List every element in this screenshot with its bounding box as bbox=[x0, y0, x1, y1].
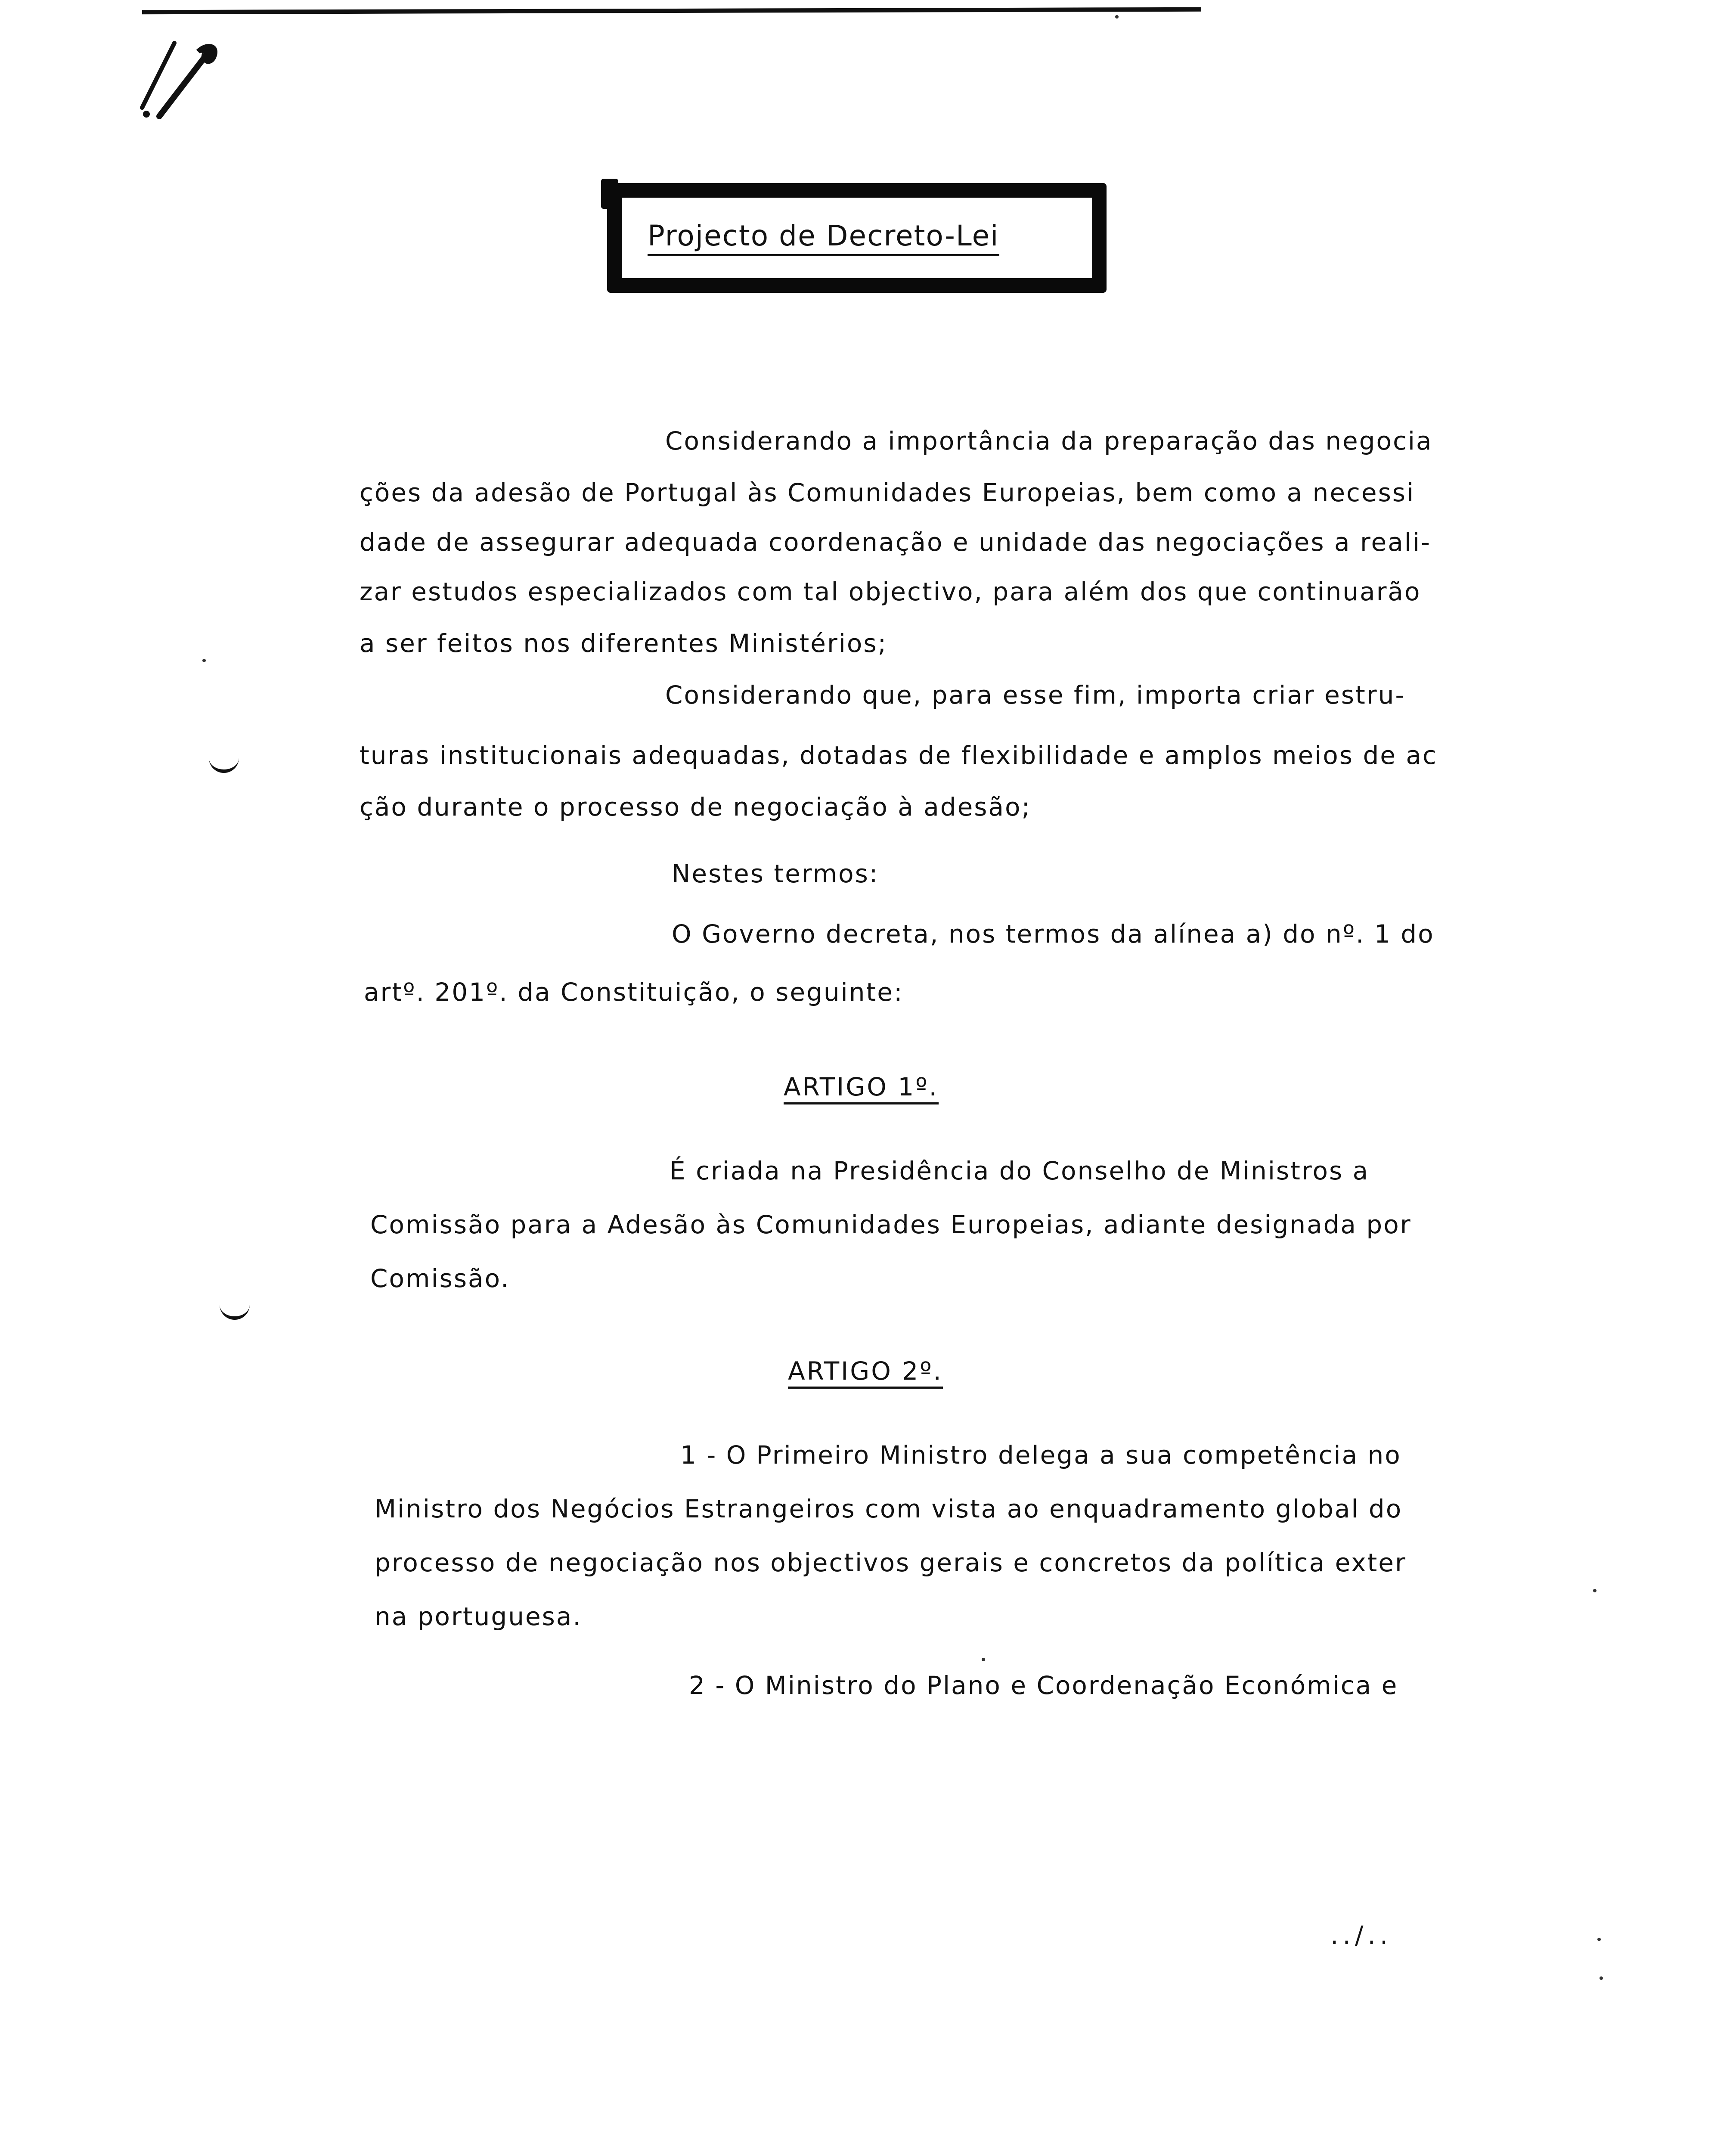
paragraph-line: dade de assegurar adequada coordenação e unidade das negociações a reali- bbox=[360, 527, 1431, 557]
paragraph-line: Considerando que, para esse fim, importa criar estru- bbox=[665, 680, 1406, 710]
paragraph-line: ção durante o processo de negociação à adesão; bbox=[360, 792, 1032, 822]
scan-speck bbox=[1593, 1589, 1596, 1592]
article-2-line: na portuguesa. bbox=[375, 1602, 582, 1631]
paragraph-line: Considerando a importância da preparação das negocia bbox=[665, 426, 1433, 456]
top-rule bbox=[142, 7, 1201, 14]
article-2-line: Ministro dos Negócios Estrangeiros com vista ao enquadramento global do bbox=[375, 1494, 1403, 1523]
scan-speck bbox=[1597, 1938, 1601, 1941]
margin-tick-mark bbox=[209, 756, 239, 773]
paragraph-line: zar estudos especializados com tal objectivo, para além dos que continuarão bbox=[360, 577, 1421, 606]
title-box bbox=[607, 183, 1107, 293]
article-2-line: 1 - O Primeiro Ministro delega a sua competência no bbox=[680, 1440, 1401, 1470]
paragraph-line: artº. 201º. da Constituição, o seguinte: bbox=[364, 977, 904, 1007]
paragraph-line: Nestes termos: bbox=[672, 859, 879, 888]
paragraph-line: a ser feitos nos diferentes Ministérios; bbox=[360, 629, 888, 658]
document-title: Projecto de Decreto-Lei bbox=[648, 219, 999, 256]
article-2-line: processo de negociação nos objectivos gerais e concretos da política exter bbox=[375, 1548, 1407, 1577]
paragraph-line: turas institucionais adequadas, dotadas de flexibilidade e amplos meios de ac bbox=[360, 741, 1438, 770]
paragraph-line: O Governo decreta, nos termos da alínea a) do nº. 1 do bbox=[672, 919, 1435, 949]
handwritten-mark-icon bbox=[133, 34, 232, 133]
paragraph-line: ções da adesão de Portugal às Comunidades Europeias, bem como a necessi bbox=[360, 478, 1415, 507]
article-1-line: Comissão para a Adesão às Comunidades Europeias, adiante designada por bbox=[370, 1210, 1412, 1239]
article-2-line: 2 - O Ministro do Plano e Coordenação Económica e bbox=[689, 1671, 1398, 1700]
margin-tick-mark bbox=[220, 1303, 250, 1320]
scan-speck bbox=[1600, 1976, 1603, 1980]
scan-speck bbox=[1115, 15, 1119, 19]
scan-speck bbox=[982, 1658, 985, 1661]
continuation-marker: ../.. bbox=[1330, 1920, 1392, 1950]
article-1-line: É criada na Presidência do Conselho de Ministros a bbox=[670, 1156, 1370, 1185]
article-2-heading: ARTIGO 2º. bbox=[788, 1356, 943, 1389]
article-1-line: Comissão. bbox=[370, 1264, 510, 1293]
article-1-heading: ARTIGO 1º. bbox=[784, 1072, 939, 1104]
scan-speck bbox=[202, 659, 206, 662]
